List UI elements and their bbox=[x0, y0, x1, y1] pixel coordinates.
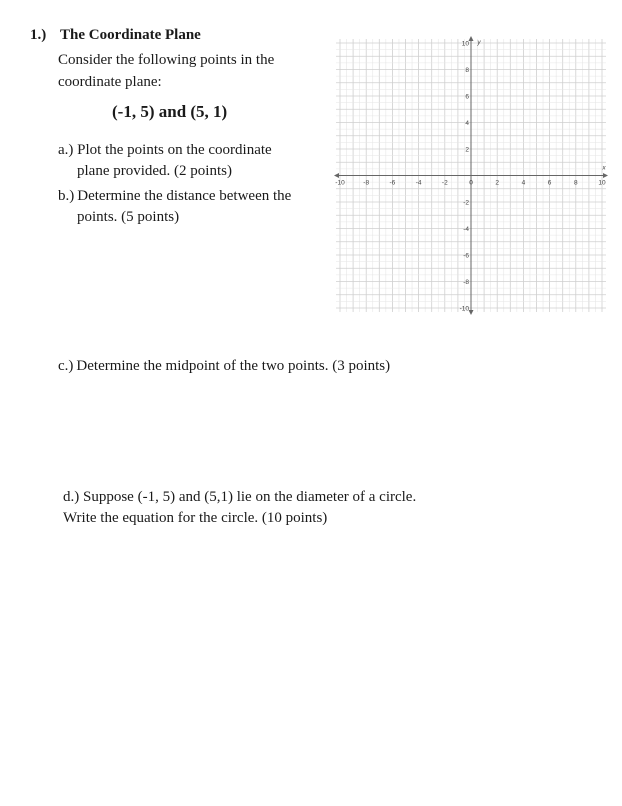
x-tick-label: 0 bbox=[469, 179, 473, 187]
x-tick-label: -10 bbox=[335, 179, 345, 187]
y-axis-label: y bbox=[477, 39, 481, 46]
x-axis-arrow-left bbox=[334, 173, 339, 178]
part-a-line2: plane provided. (2 points) bbox=[77, 163, 232, 179]
axes bbox=[334, 36, 608, 315]
x-tick-label: 4 bbox=[521, 179, 526, 187]
y-tick-label: -2 bbox=[463, 199, 469, 207]
points-label: (-1, 5) and (5, 1) bbox=[112, 102, 228, 121]
y-axis-arrow-up bbox=[469, 36, 474, 41]
part-d-line1: d.) Suppose (-1, 5) and (5,1) lie on the diameter of a circle. bbox=[63, 489, 417, 505]
x-tick-label: 6 bbox=[547, 179, 552, 187]
y-tick-label: 8 bbox=[465, 67, 469, 74]
y-tick-label: -8 bbox=[463, 279, 469, 286]
part-d bbox=[63, 487, 463, 529]
y-tick-label: -4 bbox=[463, 226, 469, 233]
y-tick-label: 2 bbox=[465, 146, 469, 154]
part-b-line1: b.) Determine the distance between the bbox=[58, 188, 292, 204]
x-tick-label: 2 bbox=[495, 179, 500, 187]
question-title: The Coordinate Plane bbox=[60, 27, 201, 43]
x-tick-label: -6 bbox=[389, 179, 396, 187]
y-axis-arrow-down bbox=[469, 310, 474, 315]
part-b-line2: points. (5 points) bbox=[77, 209, 180, 225]
part-a bbox=[58, 140, 328, 182]
part-d-line2: Write the equation for the circle. (10 points) bbox=[63, 510, 328, 526]
part-b bbox=[58, 186, 328, 228]
x-tick-label: 8 bbox=[573, 179, 578, 187]
x-axis-arrow-right bbox=[603, 173, 608, 178]
part-c bbox=[58, 356, 458, 377]
coordinate-plane[interactable] bbox=[334, 36, 608, 316]
x-tick-label: -2 bbox=[441, 179, 448, 187]
part-c-text: c.) Determine the midpoint of the two points. (3 points) bbox=[58, 358, 391, 374]
y-tick-label: -10 bbox=[459, 305, 469, 313]
x-tick-label: -8 bbox=[363, 179, 370, 187]
y-tick-label: -6 bbox=[463, 252, 469, 260]
y-tick-label: 10 bbox=[461, 40, 469, 48]
x-tick-label: -4 bbox=[415, 179, 422, 187]
y-tick-label: 6 bbox=[465, 93, 469, 101]
part-a-line1: a.) Plot the points on the coordinate bbox=[58, 142, 272, 158]
x-axis-label: x bbox=[602, 164, 606, 172]
question-intro: Consider the following points in the coordinate plane: bbox=[58, 52, 275, 90]
y-tick-label: 4 bbox=[465, 120, 469, 127]
x-tick-label: 10 bbox=[598, 179, 606, 187]
question-number: 1.) bbox=[30, 27, 47, 43]
